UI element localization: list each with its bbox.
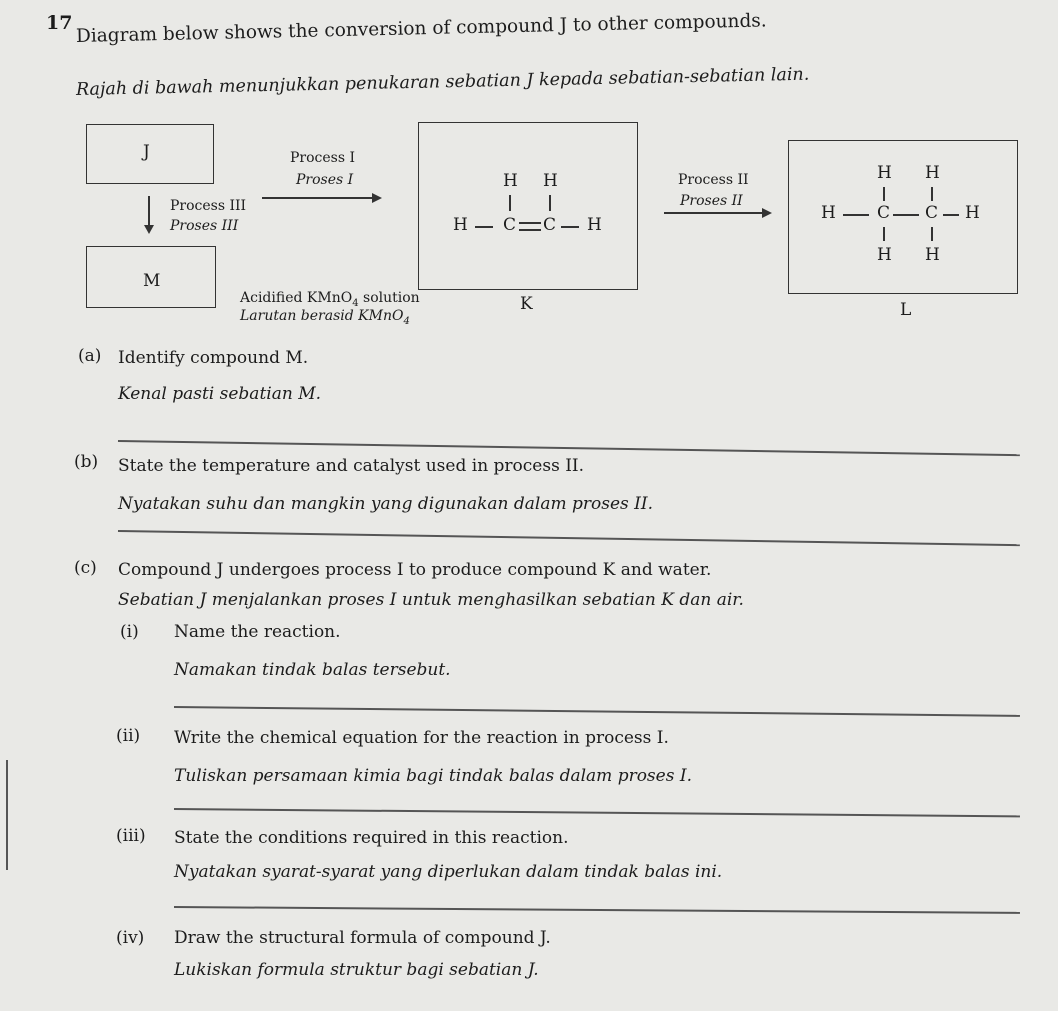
k-atom-h-top-2: H	[543, 171, 558, 191]
question-title-en: Diagram below shows the conversion of compound J to other compounds.	[75, 10, 767, 47]
l-bond-top-1	[883, 187, 885, 201]
l-bond-c-c	[893, 214, 919, 216]
process-2-label-ms: Proses II	[680, 193, 743, 209]
l-atom-h-right: H	[965, 203, 980, 223]
part-a-label: (a)	[78, 346, 102, 366]
l-bond-c-h-right	[943, 214, 959, 216]
l-bond-h-c-left	[843, 214, 869, 216]
k-atom-h-left: H	[453, 215, 468, 235]
reagent-label-en	[240, 290, 420, 309]
part-b-question-ms: Nyatakan suhu dan mangkin yang digunakan dalam proses II.	[118, 494, 653, 514]
part-c4-question-ms: Lukiskan formula struktur bagi sebatian J.	[174, 960, 539, 980]
k-atom-c-1: C	[503, 215, 517, 235]
l-atom-h-top-1: H	[877, 163, 892, 183]
process-2-arrowhead	[762, 208, 772, 218]
reagent-en-text: Acidified KMnO	[240, 290, 353, 306]
page-edge-left	[6, 760, 8, 870]
part-c2-label: (ii)	[116, 726, 141, 746]
part-b-question-en: State the temperature and catalyst used in process II.	[118, 456, 585, 476]
l-bond-bottom-2	[931, 227, 933, 241]
l-atom-h-bottom-1: H	[877, 245, 892, 265]
process-3-label-ms: Proses III	[170, 218, 239, 234]
k-atom-h-top-1: H	[503, 171, 518, 191]
question-title-ms: Rajah di bawah menunjukkan penukaran sebatian J kepada sebatian-sebatian lain.	[75, 64, 810, 100]
process-1-arrowhead	[372, 193, 382, 203]
l-atom-h-top-2: H	[925, 163, 940, 183]
compound-l-label: L	[900, 300, 912, 320]
part-c-statement-en: Compound J undergoes process I to produce compound K and water.	[118, 560, 712, 580]
process-1-label-ms: Proses I	[296, 172, 354, 188]
k-bond-h-c-left	[475, 226, 493, 228]
compound-k-box	[418, 122, 638, 290]
process-1-arrow	[262, 197, 374, 199]
part-c4-question-en: Draw the structural formula of compound J.	[174, 928, 551, 948]
process-1-label-en: Process I	[290, 150, 356, 166]
part-c2-answer-line[interactable]	[174, 808, 1020, 817]
compound-m-label: M	[143, 271, 161, 291]
reagent-en-sub: 4	[352, 297, 359, 309]
question-number: 17	[46, 12, 73, 34]
compound-k-label: K	[520, 294, 533, 314]
k-bond-c-h-right	[561, 226, 579, 228]
compound-j-label: J	[143, 142, 150, 162]
process-3-arrowhead	[144, 225, 154, 234]
l-bond-bottom-1	[883, 227, 885, 241]
compound-m-box	[86, 246, 216, 308]
l-atom-c-2: C	[925, 203, 939, 223]
k-double-bond-top	[519, 222, 541, 224]
part-c1-question-ms: Namakan tindak balas tersebut.	[174, 660, 451, 680]
k-bond-vertical-2	[549, 195, 551, 211]
k-double-bond-bottom	[519, 229, 541, 231]
part-c4-label: (iv)	[116, 928, 145, 948]
process-2-arrow	[664, 212, 764, 214]
part-c1-question-en: Name the reaction.	[174, 622, 341, 642]
part-c3-label: (iii)	[116, 826, 146, 846]
process-3-label-en: Process III	[170, 198, 247, 214]
part-c-statement-ms: Sebatian J menjalankan proses I untuk menghasilkan sebatian K dan air.	[118, 590, 744, 610]
reagent-en-suffix: solution	[358, 290, 420, 306]
part-c2-question-ms: Tuliskan persamaan kimia bagi tindak balas dalam proses I.	[174, 766, 692, 786]
part-a-answer-line[interactable]	[118, 440, 1020, 456]
reagent-ms-sub: 4	[403, 315, 410, 327]
reagent-ms-text: Larutan berasid KMnO	[240, 308, 404, 324]
l-atom-h-left: H	[821, 203, 836, 223]
part-c3-answer-line[interactable]	[174, 906, 1020, 913]
l-atom-h-bottom-2: H	[925, 245, 940, 265]
compound-l-box	[788, 140, 1018, 294]
process-3-arrow	[148, 196, 150, 226]
k-bond-vertical-1	[509, 195, 511, 211]
reagent-label-ms	[240, 308, 410, 327]
part-b-label: (b)	[74, 452, 99, 472]
l-atom-c-1: C	[877, 203, 891, 223]
part-c1-label: (i)	[120, 622, 139, 642]
compound-j-box	[86, 124, 214, 184]
part-b-answer-line[interactable]	[118, 530, 1020, 546]
k-atom-h-right: H	[587, 215, 602, 235]
part-c-label: (c)	[74, 558, 97, 578]
part-a-question-en: Identify compound M.	[118, 348, 309, 368]
part-a-question-ms: Kenal pasti sebatian M.	[118, 384, 322, 404]
part-c3-question-en: State the conditions required in this reaction.	[174, 828, 569, 848]
l-bond-top-2	[931, 187, 933, 201]
part-c3-question-ms: Nyatakan syarat-syarat yang diperlukan dalam tindak balas ini.	[174, 862, 723, 882]
part-c1-answer-line[interactable]	[174, 706, 1020, 716]
k-atom-c-2: C	[543, 215, 557, 235]
part-c2-question-en: Write the chemical equation for the reaction in process I.	[174, 728, 669, 748]
process-2-label-en: Process II	[678, 172, 749, 188]
